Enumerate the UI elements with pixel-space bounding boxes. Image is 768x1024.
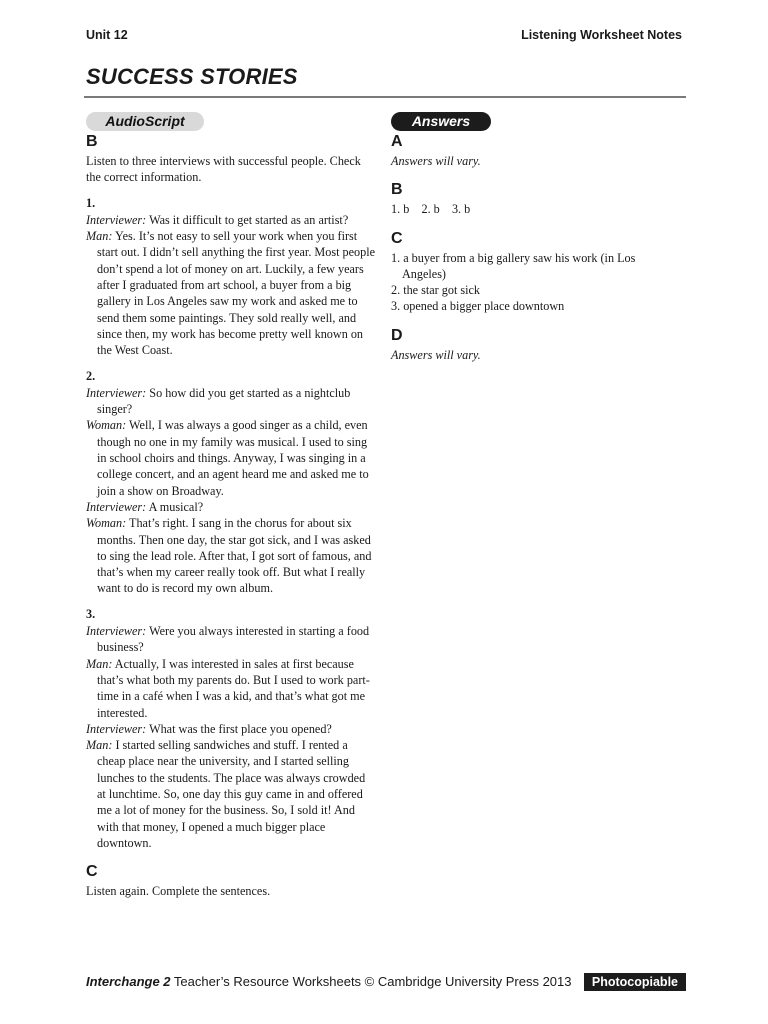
answers-pill: Answers xyxy=(391,112,491,131)
utterance: Actually, I was interested in sales at first because that’s what both my parents do. But I used to work part-time in a café when I was a kid, and that’s what got me interested. xyxy=(97,656,370,720)
answer-c-list xyxy=(391,250,681,315)
answer-b-heading: B xyxy=(391,181,403,199)
answer-c-heading: C xyxy=(391,229,403,247)
footer-credit xyxy=(86,974,572,989)
utterance: Yes. It’s not easy to sell your work when you first start out. I didn’t sell anything the first year. Most people don’t spend a lot of money on art. Luckily, a few years after I graduated from art school, a buyer from a big gallery in Los Angeles saw my work and asked me to send them some paintings. They sold really well, and since then, my work has become pretty well known on the West Coast. xyxy=(97,229,376,358)
title-divider xyxy=(84,96,686,98)
dialogue-turn xyxy=(86,515,376,596)
page-title: SUCCESS STORIES xyxy=(86,64,298,89)
interview-number: 2. xyxy=(86,368,96,383)
answer-c-item: 3. opened a bigger place downtown xyxy=(391,299,565,314)
section-b-heading: B xyxy=(86,133,98,150)
audioscript-column xyxy=(86,112,376,899)
speaker: Interviewer: xyxy=(86,212,147,227)
dialogue-turn xyxy=(86,499,376,515)
answer-d-heading: D xyxy=(391,326,403,344)
section-b-instruction: Listen to three interviews with successful people. Check the correct information. xyxy=(86,154,361,185)
answer-b-text: 1. b 2. b 3. b xyxy=(391,202,471,217)
utterance: That’s right. I sang in the chorus for about six months. Then one day, the star got sick, and I was asked to sing the lead role. After that, I got sort of famous, and that’s when my career really took off. But what I really want to do is record my own album. xyxy=(97,516,372,596)
answer-c-item: 2. the star got sick xyxy=(391,283,481,298)
dialogue-turn xyxy=(86,721,376,737)
dialogue-turn xyxy=(86,623,376,656)
footer-text: Teacher’s Resource Worksheets © Cambridge University Press 2013 xyxy=(170,974,572,989)
speaker: Man: xyxy=(86,738,113,753)
interview-number: 3. xyxy=(86,606,96,621)
section-c-instruction: Listen again. Complete the sentences. xyxy=(86,884,271,899)
utterance: So how did you get started as a nightclub singer? xyxy=(97,385,351,417)
speaker: Interviewer: xyxy=(86,721,147,736)
interview-number: 1. xyxy=(86,195,96,210)
answer-d-text: Answers will vary. xyxy=(391,347,481,362)
utterance: Were you always interested in starting a food business? xyxy=(97,624,370,655)
dialogue-turn xyxy=(86,417,376,498)
footer-brand: Interchange 2 xyxy=(86,974,171,989)
dialogue-turn xyxy=(86,212,376,228)
answers-column xyxy=(391,112,681,363)
worksheet-type-label: Listening Worksheet Notes xyxy=(521,28,682,42)
speaker: Woman: xyxy=(86,516,127,531)
speaker: Interviewer: xyxy=(86,385,147,400)
answer-a-text: Answers will vary. xyxy=(391,154,481,168)
dialogue-turn xyxy=(86,656,376,721)
utterance: Well, I was always a good singer as a child, even though no one in my family was musical. I used to sing in school choirs and things. Anyway, I was singing in a college concert, and an agent heard me and asked me to join a show on Broadway. xyxy=(97,418,369,498)
photocopiable-badge: Photocopiable xyxy=(584,973,686,991)
dialogue-turn xyxy=(86,228,376,358)
speaker: Man: xyxy=(86,229,113,244)
answer-c-item: 1. a buyer from a big gallery saw his work (in Los Angeles) xyxy=(391,250,636,281)
dialogue-turn xyxy=(86,385,376,418)
answer-a-heading: A xyxy=(391,133,403,150)
speaker: Interviewer: xyxy=(86,499,147,514)
utterance: Was it difficult to get started as an artist? xyxy=(149,212,349,227)
unit-label: Unit 12 xyxy=(86,28,128,42)
section-c-heading: C xyxy=(86,863,98,881)
dialogue-turn xyxy=(86,737,376,851)
audioscript-pill: AudioScript xyxy=(86,112,204,131)
utterance: What was the first place you opened? xyxy=(149,721,332,736)
speaker: Man: xyxy=(86,656,113,671)
speaker: Woman: xyxy=(86,418,127,433)
utterance: A musical? xyxy=(148,499,204,514)
utterance: I started selling sandwiches and stuff. I rented a cheap place near the university, and I started selling lunches to the students. The place was always crowded at lunchtime. So, one day this guy came in and offered me a lot of money for the business. So, I sold it! And with that money, I opened a much bigger place downtown. xyxy=(97,738,366,850)
speaker: Interviewer: xyxy=(86,624,147,639)
